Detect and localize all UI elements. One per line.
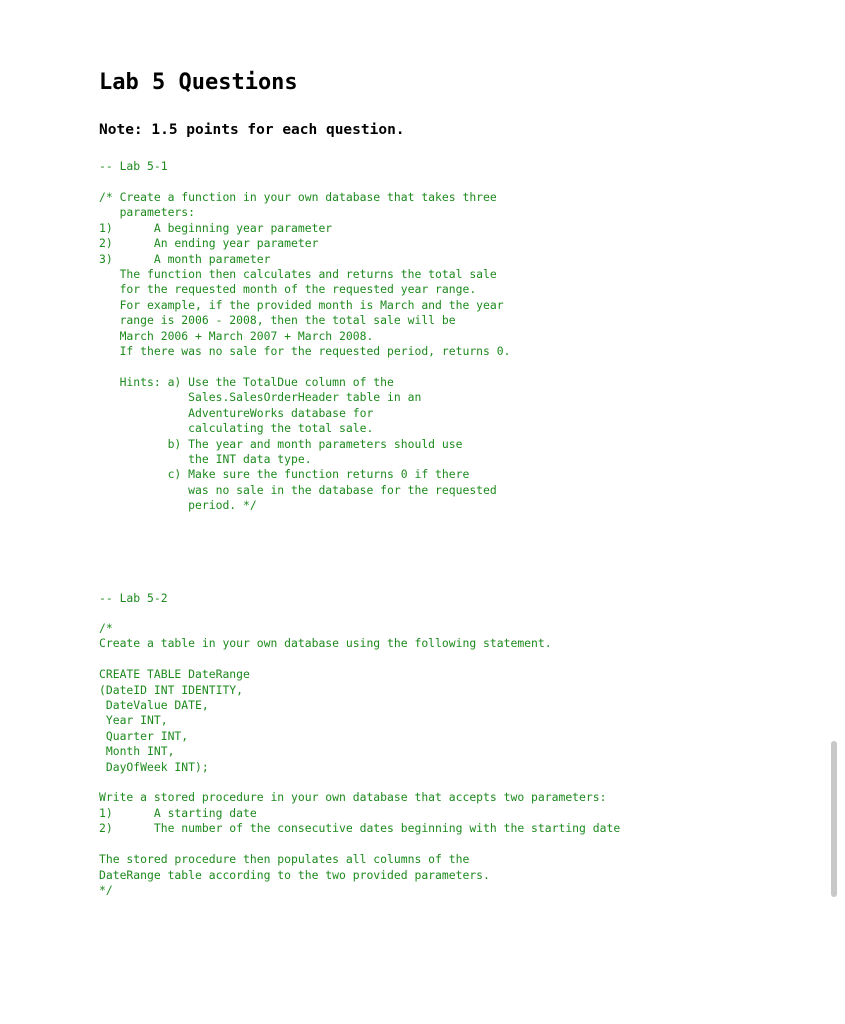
lab-5-2-header: -- Lab 5-2 — [99, 591, 168, 605]
lab-5-1-header: -- Lab 5-1 — [99, 159, 168, 173]
lab-5-2-body: /* Create a table in your own database using the following statement. CREATE TABLE DateRange (DateID INT IDENTITY, DateValue DATE, Year INT, Quarter INT, Month INT, DayOfWeek INT); Write a stored procedure in your own database that accepts two parameters: 1) A starting date 2) The number of the consecutive dates beginning with the starting date The stored procedure then populates all columns of the DateRange table according to the two provided parameters. */ — [99, 621, 621, 897]
vertical-scrollbar[interactable] — [831, 741, 837, 897]
points-note: Note: 1.5 points for each question. — [99, 122, 405, 138]
lab-5-1-body: /* Create a function in your own database that takes three parameters: 1) A beginning year parameter 2) An ending year parameter 3) A month parameter The function then calculates and returns the total sale for the requested month of the requested year range. For example, if the provided month is March and the year range is 2006 - 2008, then the total sale will be March 2006 + March 2007 + March 2008. If there was no sale for the requested period, returns 0. Hints: a) Use the TotalDue column of the Sales.SalesOrderHeader table in an AdventureWorks database for calculating the total sale. b) The year and month parameters should use the INT data type. c) Make sure the function returns 0 if there was no sale in the database for the requested period. */ — [99, 190, 511, 513]
page-title: Lab 5 Questions — [99, 70, 298, 95]
